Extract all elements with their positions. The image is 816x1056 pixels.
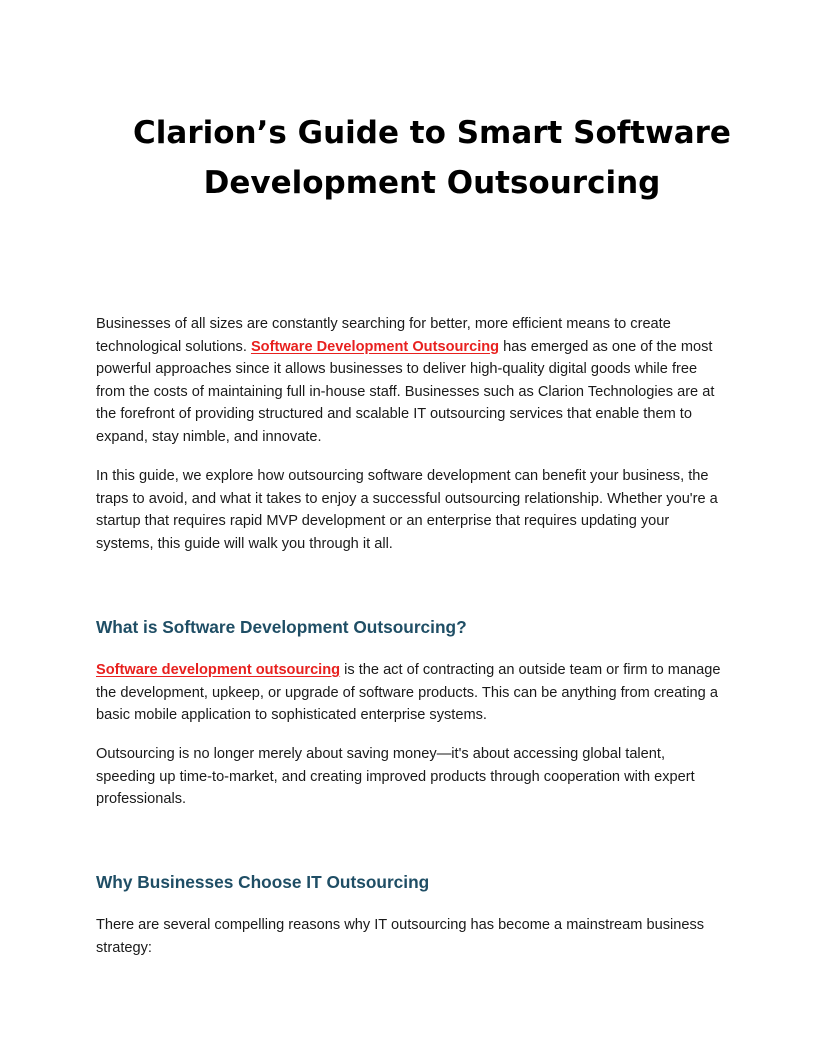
page-title: Clarion’s Guide to Smart Software Development Outsourcing bbox=[133, 115, 731, 201]
software-development-outsourcing-link-2[interactable]: Software development outsourcing bbox=[96, 662, 341, 678]
section2-paragraph-1: There are several compelling reasons why IT outsourcing has become a mainstream business strategy: bbox=[96, 917, 705, 956]
section-heading-what-is-outsourcing: What is Software Development Outsourcing? bbox=[96, 617, 467, 637]
section1-paragraph-2: Outsourcing is no longer merely about saving money—it's about accessing global talent, speeding up time-to-market, and creating improved products through cooperation with expert professionals. bbox=[96, 746, 695, 808]
section1-paragraph-1-text: is the act of contracting an outside team or firm to manage the development, upkeep, or upgrade of software products. This can be anything from creating a basic mobile application to sophisticated enterprise systems. bbox=[96, 662, 721, 724]
intro-paragraph-1-text-after: has emerged as one of the most powerful approaches since it allows businesses to deliver high-quality digital goods while free from the costs of maintaining full in-house staff. Businesses such as Clarion Technologies are at the forefront of providing structured and scalable IT outsourcing services that enable them to expand, stay nimble, and innovate. bbox=[96, 338, 715, 445]
intro-paragraph-2: In this guide, we explore how outsourcing software development can benefit your business, the traps to avoid, and what it takes to enjoy a successful outsourcing relationship. Whether you're a startup that requires rapid MVP development or an enterprise that requires updating your systems, this guide will walk you through it all. bbox=[96, 468, 718, 552]
intro-paragraph-1 bbox=[96, 313, 724, 449]
software-development-outsourcing-link[interactable]: Software Development Outsourcing bbox=[250, 338, 500, 355]
section1-paragraph-1 bbox=[96, 659, 724, 727]
section-heading-why-it-outsourcing: Why Businesses Choose IT Outsourcing bbox=[96, 872, 430, 892]
intro-paragraph-1-text-before: Businesses of all sizes are constantly searching for better, more efficient means to create technological solutions. bbox=[96, 316, 671, 355]
